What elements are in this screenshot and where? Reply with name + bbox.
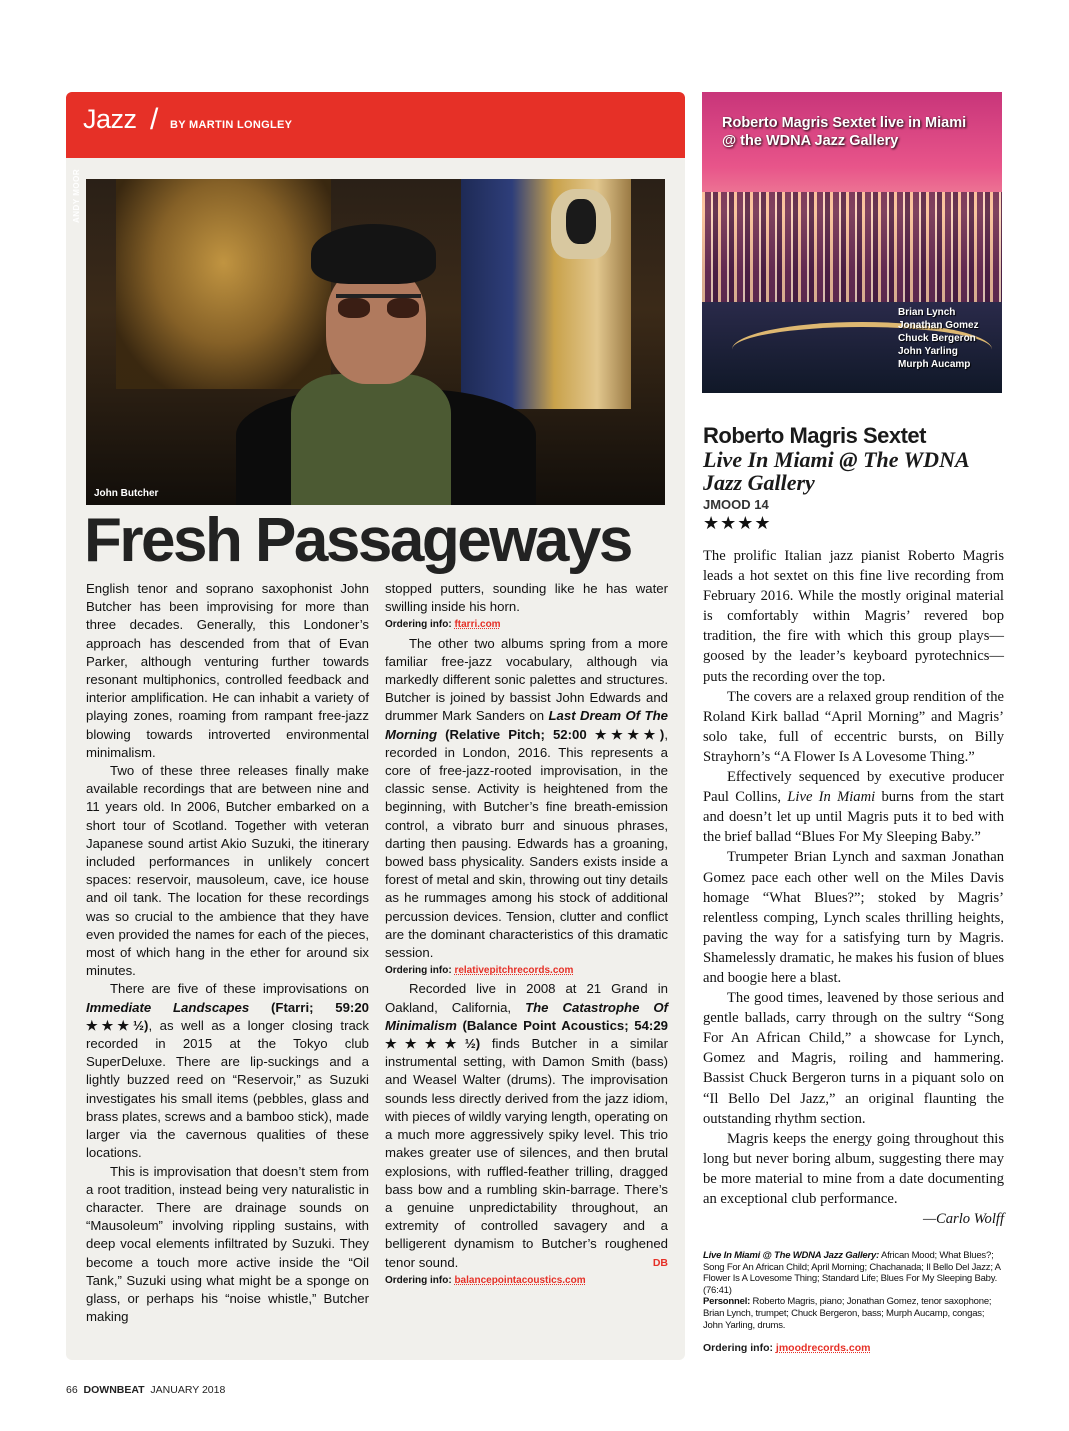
- paragraph: stopped putters, sounding like he has water swilling inside his horn.: [385, 581, 668, 615]
- section-header: [66, 92, 685, 158]
- paragraph: The covers are a relaxed group rendition of the Roland Kirk ballad “April Morning” and Magris’ solo take, full of eccentric bursts, on Billy Strayhorn’s “A Flower Is A Lovesome Thing.”: [703, 688, 1004, 765]
- track-listing: Live In Miami @ The WDNA Jazz Gallery: African Mood; What Blues?; Song For An African Child; April Morning; Chachanada; Il Bello Del Jazz; A Flower Is A Lovesome Thing; Standard Life; Blues For My Sleeping Baby. (76:41) Personnel: Roberto Magris, piano; Jonathan Gomez, tenor saxophone; Brian Lynch, trumpet; Chuck Bergeron, bass; Murph Aucamp, congas; John Yarling, drums.: [703, 1250, 1001, 1331]
- paragraph: Two of these three releases finally make available recordings that are between nine and 11 years old. In 2006, Butcher embarked on a short tour of Scotland. Together with veteran Japanese sound artist Akio Suzuki, the itinerary included performances in unlikely concert spaces: reservoir, mausoleum, cave, ice house and oil tank. The location for these recordings was so crucial to the ambience that they have even provided the names for each of the pieces, most of which hang in the ether for around six minutes.: [86, 763, 369, 979]
- article-photo: [72, 168, 665, 505]
- article-column-1: [86, 580, 369, 1326]
- db-signature: DB: [652, 1256, 668, 1269]
- ordering-info: Ordering info: relativepitchrecords.com: [385, 965, 574, 977]
- hat-shape: [311, 224, 436, 284]
- review-body: [703, 546, 1004, 1229]
- section-slash: /: [150, 103, 159, 136]
- review-label: JMOOD 14: [703, 497, 769, 512]
- paragraph: Trumpeter Brian Lynch and saxman Jonathan Gomez pace each other well on the Miles Davis homage “What Blues?”; stoked by Magris’ relentless comping, Lynch scales thrilling heights, paving the way for a satisfying turn by Magris. Shamelessly dramatic, he makes his fusion of blues and boogie here a blast.: [703, 849, 1004, 986]
- paragraph: The good times, leavened by those serious and gentle ballads, carry through on the sultry “Song For An African Child,” a showcase for Lynch, Gomez and Magris, roiling and hammering. Bassist Chuck Bergeron turns in a piquant solo on “Il Bello Del Jazz,” an original flaunting the outstanding rhythm section.: [703, 990, 1004, 1127]
- ordering-link[interactable]: jmoodrecords.com: [775, 1342, 871, 1354]
- article-headline: Fresh Passageways: [84, 506, 631, 575]
- review-stars: ★★★★: [703, 513, 772, 533]
- review-signature: —Carlo Wolff: [923, 1211, 1004, 1228]
- paragraph: This is improvisation that doesn’t stem from a root tradition, instead being very naturalistic in character. There are drainage sounds on “Mausoleum” involving rippling sustains, with deep vocal elements infiltrated by Suzuki. They become a touch more active inside the “Oil Tank,” Suzuki using what might be a sponge on glass, or perhaps his “noise whistle,” Butcher making: [86, 1163, 369, 1325]
- eagle-figure: [566, 199, 596, 244]
- page-number: 66: [66, 1384, 78, 1396]
- album-cover: [702, 92, 1002, 393]
- issue-date: JANUARY 2018: [150, 1384, 226, 1396]
- review-album: Live In Miami @ The WDNA Jazz Gallery: [703, 447, 969, 495]
- paragraph: Magris keeps the energy going throughout this long but never boring album, suggesting there may be more material to mine from a date documenting an exceptional club performance.: [703, 1130, 1004, 1207]
- page-footer: [66, 1384, 225, 1396]
- section-title: Jazz: [83, 104, 137, 134]
- lion-painting: [116, 179, 331, 389]
- paragraph: Recorded live in 2008 at 21 Grand in Oakland, California, The Catastrophe Of Minimalism (Balance Point Acoustics; 54:29 ★★★★½) finds Butcher in a similar instrumental setting, with Damon Smith (bass) and Weasel Walter (drums). The improvisation sounds less directly derived from the jazz idiom, with pieces of wildly varying length, operating on a much more aggressively spiky level. This trio makes greater use of silences, and then brutal explosions, with ruffled-feather trilling, dragged bass bow and a rumbling skin-barrage. There’s a genuine unpredictability throughout, an extremity of controlled savagery and a belligerent dynamism to Butcher’s roughened tenor sound. DB: [385, 980, 668, 1271]
- paragraph: The other two albums spring from a more familiar free-jazz vocabulary, although via markedly different sonic palettes and structures. Butcher is joined by bassist John Edwards and drummer Mark Sanders on Last Dream Of The Morning (Relative Pitch; 52:00 ★★★★), recorded in London, 2016. This represents a core of free-jazz-rooted improvisation, in the classic sense. Activity is heightened from the beginning, with Butcher’s fine breath-emission control, a vibrato burr and sinuous phrases, darting then pausing. Edwards has a groaning, bowed bass physicality. Sanders exists inside a forest of metal and skin, throwing out tiny details as he rummages among his stock of additional percussion devices. Tension, clutter and conflict are the dominant characteristics of this dramatic session.: [385, 635, 668, 961]
- review-artist: Roberto Magris Sextet: [703, 423, 926, 448]
- album-title: Last Dream Of The Morning: [385, 708, 668, 742]
- ordering-info: Ordering info: ftarri.com: [385, 619, 501, 631]
- paragraph: English tenor and soprano saxophonist John Butcher has been improvising for more than three decades. Generally, this Londoner’s approach has descended from that of Evan Parker, although venturing further towards resonant multiphonics, controlled feedback and interior amplification. He can inhabit a variety of playing zones, roaming from rampant free-jazz blowing towards introverted environmental minimalism.: [86, 581, 369, 760]
- album-title: The Catastrophe Of Minimalism: [385, 999, 668, 1033]
- cover-title: Roberto Magris Sextet live in Miami @ the WDNA Jazz Gallery: [722, 115, 967, 149]
- ordering-info: Ordering info: balancepointacoustics.com: [385, 1274, 586, 1286]
- article-column-2: [385, 580, 668, 1290]
- review-ordering-info: Ordering info: jmoodrecords.com: [703, 1342, 871, 1354]
- scarf-shape: [291, 374, 451, 505]
- cover-names: Brian Lynch Jonathan Gomez Chuck Bergeron John Yarling Murph Aucamp: [898, 307, 979, 370]
- byline: BY MARTIN LONGLEY: [170, 119, 293, 131]
- paragraph: There are five of these improvisations on Immediate Landscapes (Ftarri; 59:20 ★★★½), as well as a longer closing track recorded in 2015 at the Tokyo club SuperDeluxe. There are lip-suckings and a lightly buzzed reed on “Reservoir,” as Suzuki investigates his small items (pebbles, glass and brass plates, screws and a bamboo stick), made larger via the cavernous qualities of these locations.: [86, 981, 369, 1161]
- ordering-link[interactable]: ftarri.com: [454, 619, 501, 631]
- paragraph: The prolific Italian jazz pianist Roberto Magris leads a hot sextet on this fine live recording from February 2016. While the mostly original material is comfortably within Magris’ revered bop tradition, the fire with which this group plays—goosed by the leader’s keyboard pyrotechnics—puts the recording over the top.: [703, 548, 1004, 685]
- album-title: Immediate Landscapes: [86, 999, 250, 1015]
- magazine-name: DOWNBEAT: [83, 1384, 145, 1396]
- photo-credit: ANDY MOOR: [72, 168, 81, 223]
- photo-caption: John Butcher: [94, 488, 159, 499]
- glasses-shape: [336, 294, 421, 318]
- city-skyline: [702, 192, 1002, 302]
- ordering-link[interactable]: relativepitchrecords.com: [454, 965, 574, 977]
- ordering-link[interactable]: balancepointacoustics.com: [454, 1274, 586, 1286]
- paragraph: Effectively sequenced by executive producer Paul Collins, Live In Miami burns from the start and doesn’t let up until Magris puts it to bed with the brief ballad “Blues For My Sleeping Baby.”: [703, 769, 1004, 846]
